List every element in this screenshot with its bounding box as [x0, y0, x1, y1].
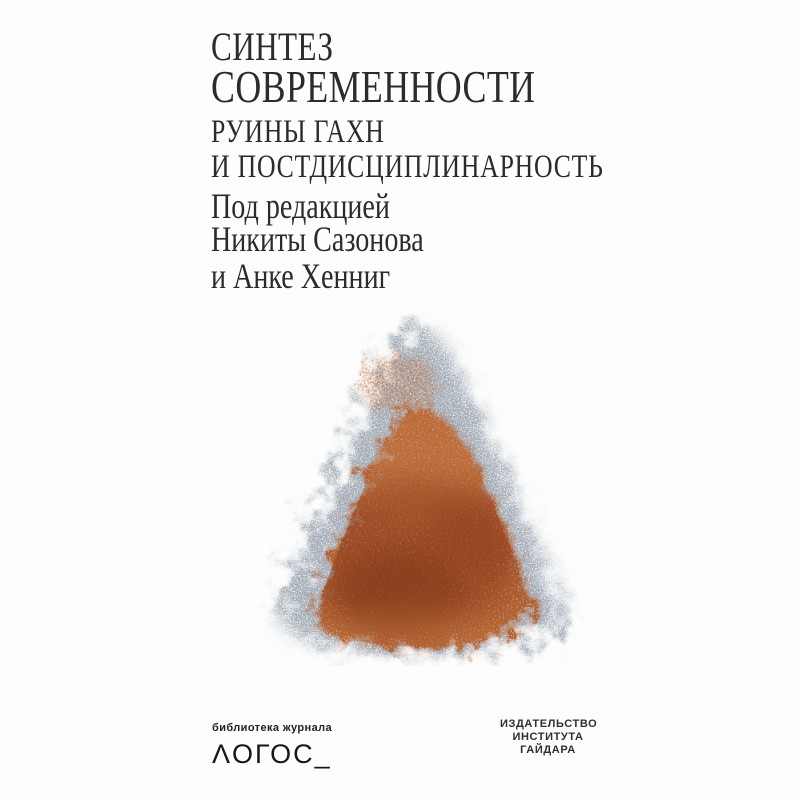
logos-tagline: библиотека журнала: [212, 722, 333, 734]
title-line-2: СОВРЕМЕННОСТИ: [211, 61, 536, 112]
gaidar-line-3: ГАЙДАРА: [520, 744, 576, 756]
gaidar-line-2: ИНСТИТУТА: [512, 731, 584, 743]
gaidar-imprint: [500, 718, 596, 757]
logos-imprint: [212, 722, 332, 770]
editor-line-2: Никиты Сазонова: [211, 219, 424, 259]
artwork-bottom-rim: [310, 610, 530, 658]
gaidar-line-1: ИЗДАТЕЛЬСТВО: [500, 718, 598, 730]
logos-logotype: ΛОГОС_: [212, 739, 332, 769]
editor-line-3: и Анке Хенниг: [211, 256, 391, 296]
artwork-apex-speckles: [360, 354, 436, 414]
editor-line-1: Под редакцией: [211, 186, 390, 226]
subtitle-line-2: И ПОСТДИСЦИПЛИНАРНОСТЬ: [211, 149, 604, 185]
subtitle-line-1: РУИНЫ ГАХН: [211, 114, 385, 150]
title-line-1: СИНТЕЗ: [211, 24, 334, 69]
cover-artwork-triangle: [248, 314, 592, 666]
